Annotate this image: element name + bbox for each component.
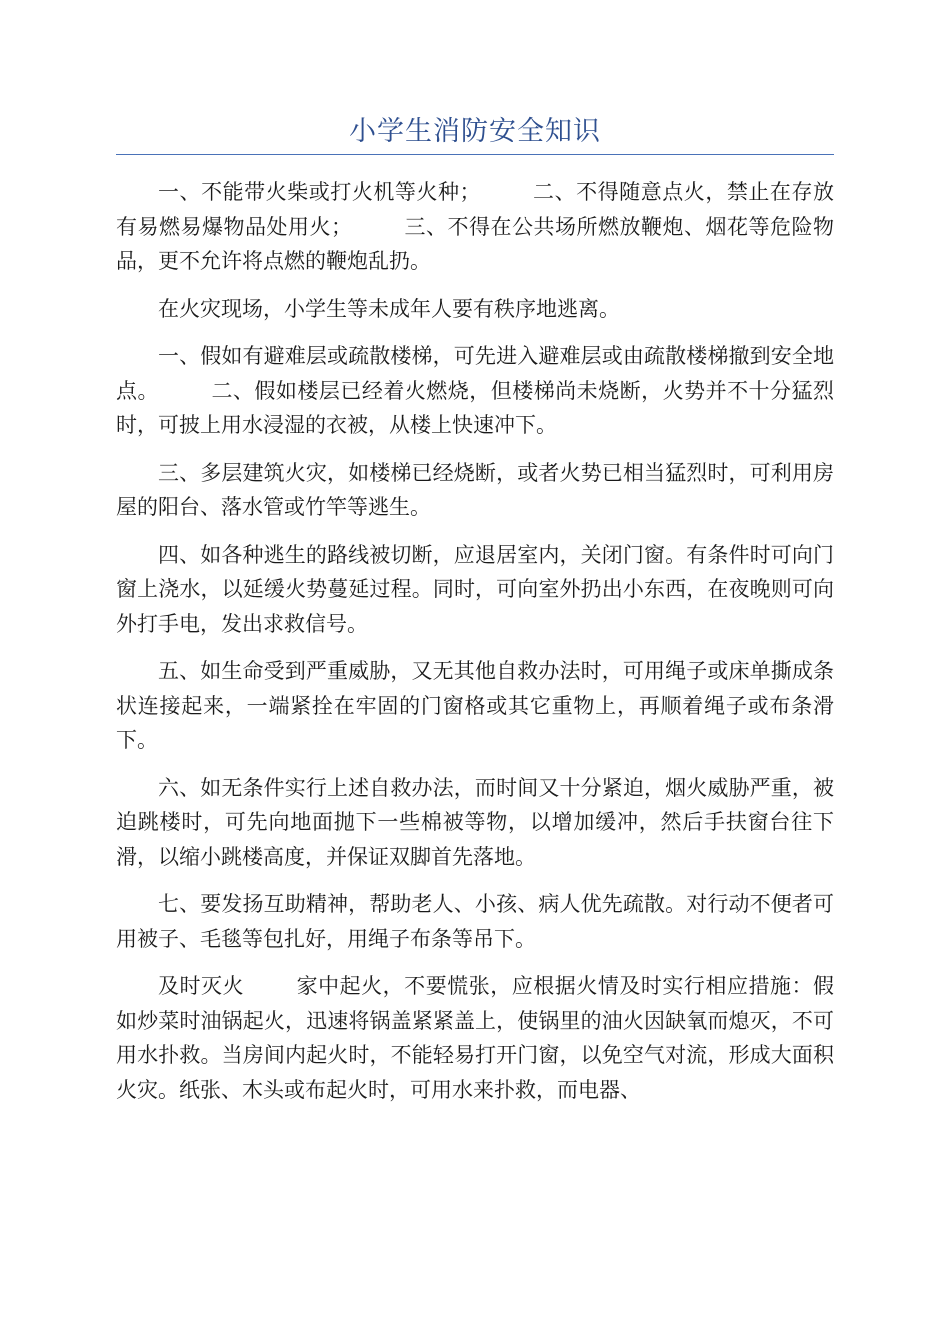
paragraph-segment: 一、不能带火柴或打火机等火种； (158, 180, 481, 204)
paragraph-segment: 二、不得随意点火，禁止在存放有易燃易爆物品处用火； (116, 180, 834, 239)
paragraph-segment: 六、如无条件实行上述自救办法，而时间又十分紧迫，烟火威胁严重，被迫跳楼时，可先向地面抛下一些棉被等物，以增加缓冲，然后手扶窗台往下滑，以缩小跳楼高度，并保证双脚首先落地。 (116, 775, 834, 869)
paragraph-segment: 家中起火，不要慌张，应根据火情及时实行相应措施：假如炒菜时油锅起火，迅速将锅盖紧紧盖上，使锅里的油火因缺氧而熄灭，不可用水扑救。当房间内起火时，不能轻易打开门窗，以免空气对流，形成大面积火灾。纸张、木头或布起火时，可用水来扑救，而电器、 (116, 974, 835, 1102)
document-page (116, 112, 834, 1120)
title-underline (116, 154, 834, 155)
paragraph (116, 969, 834, 1107)
paragraph (116, 771, 834, 875)
paragraph (116, 292, 834, 327)
paragraph (116, 887, 834, 956)
paragraph (116, 456, 834, 525)
paragraph (116, 538, 834, 642)
paragraph-segment: 三、不得在公共场所燃放鞭炮、烟花等危险物品，更不允许将点燃的鞭炮乱扔。 (116, 214, 834, 273)
paragraph (116, 339, 834, 443)
paragraph-segment: 七、要发扬互助精神，帮助老人、小孩、病人优先疏散。对行动不便者可用被子、毛毯等包扎好，用绳子布条等吊下。 (116, 892, 834, 951)
paragraph-segment: 一、假如有避难层或疏散楼梯，可先进入避难层或由疏散楼梯撤到安全地点。 (116, 344, 834, 403)
document-body (116, 175, 834, 1107)
document-title: 小学生消防安全知识 (349, 116, 601, 147)
paragraph-segment: 在火灾现场，小学生等未成年人要有秩序地逃离。 (158, 296, 620, 321)
paragraph-segment: 五、如生命受到严重威胁，又无其他自救办法时，可用绳子或床单撕成条状连接起来，一端紧拴在牢固的门窗格或其它重物上，再顺着绳子或布条滑下。 (116, 659, 834, 752)
paragraph (116, 654, 834, 758)
paragraph-segment: 二、假如楼层已经着火燃烧，但楼梯尚未烧断，火势并不十分猛烈时，可披上用水浸湿的衣被，从楼上快速冲下。 (116, 378, 834, 437)
section-heading: 及时灭火 (158, 974, 245, 998)
paragraph-segment: 三、多层建筑火灾，如楼梯已经烧断，或者火势已相当猛烈时，可利用房屋的阳台、落水管或竹竿等逃生。 (116, 460, 834, 519)
paragraph (116, 175, 834, 279)
paragraph-segment: 四、如各种逃生的路线被切断，应退居室内，关闭门窗。有条件时可向门窗上浇水，以延缓火势蔓延过程。同时，可向室外扔出小东西，在夜晚则可向外打手电，发出求救信号。 (116, 542, 834, 636)
